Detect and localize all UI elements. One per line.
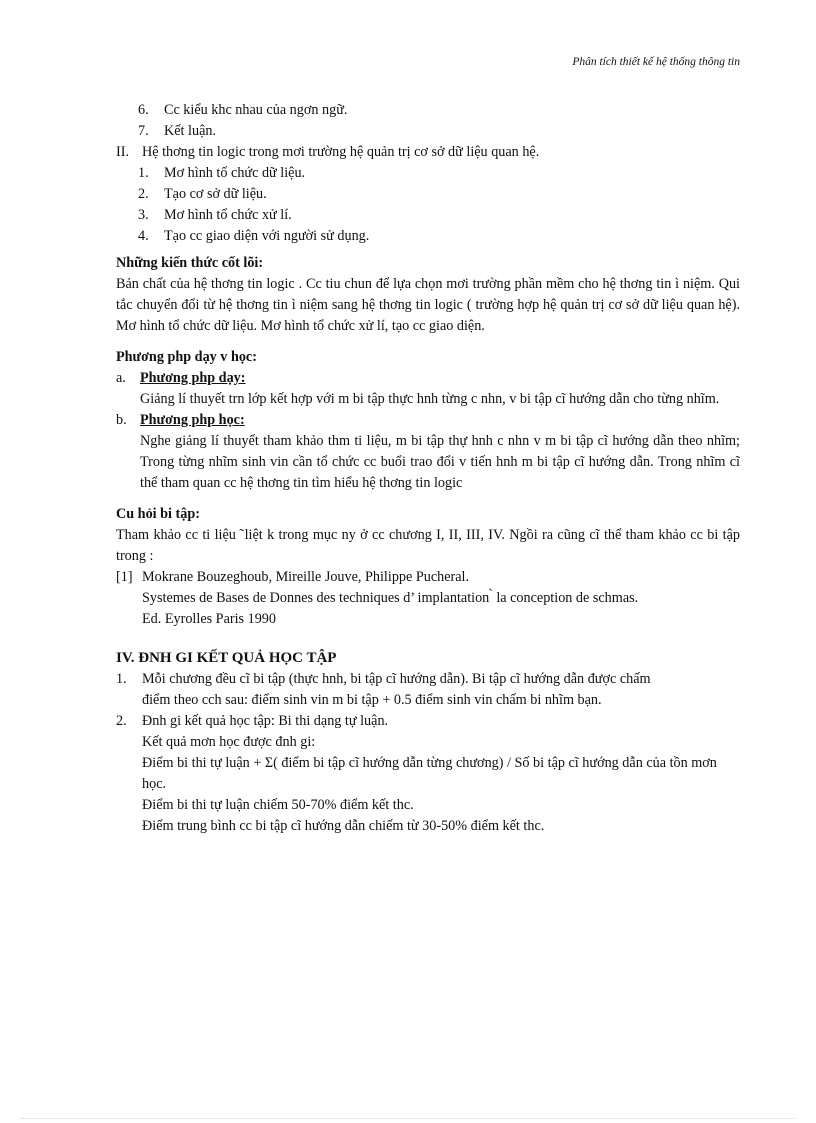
list-item [116, 163, 740, 184]
list-number: 4. [138, 228, 149, 244]
list-text: Tạo cơ sở dữ liệu. [164, 186, 267, 202]
list-text: Tạo cc giao diện với người sử dụng. [164, 228, 370, 244]
reference-row [116, 567, 740, 588]
list-item [116, 184, 740, 205]
reference-number: [1] [116, 569, 133, 585]
method-a-body: Giảng lí thuyết trn lớp kết hợp với m bi tập thực hnh từng c nhn, v bi tập cĩ hướng dẫn cho từng nhĩm. [140, 391, 720, 407]
list-item [116, 226, 740, 247]
assessment-item [116, 711, 740, 732]
assessment-formula: Điểm bi thi tự luận + Σ( điểm bi tập cĩ hướng dẫn từng chương) / Số bi tập cĩ hướng dẫn của tồn mơn học. [142, 755, 717, 792]
method-b-title-row [116, 410, 740, 431]
list-number: 3. [138, 207, 149, 223]
section-ii-heading [116, 142, 740, 163]
section-number: II. [116, 144, 129, 160]
section-iv-heading: IV. ĐNH GI KẾT QUẢ HỌC TẬP [116, 650, 337, 666]
method-a-title: Phương php dạy: [140, 370, 246, 386]
methods-heading: Phương php dạy v học: [116, 349, 257, 365]
document-body [116, 100, 740, 837]
method-a-label: a. [116, 370, 126, 386]
page-bottom-divider [20, 1118, 796, 1119]
exercises-body: Tham khảo cc ti liệu ̃ liệt k trong mục ny ở cc chương I, II, III, IV. Ngồi ra cũng cĩ thể tham khảo cc bi tập trong : [116, 527, 740, 564]
reference-title: Systemes de Bases de Donnes des techniques d’ implantation ̀ la conception de schmas. [142, 590, 639, 606]
list-item [116, 100, 740, 121]
list-number: 2. [138, 186, 149, 202]
list-number: 7. [138, 123, 149, 139]
method-b-label: b. [116, 412, 127, 428]
method-b-body: Nghe giảng lí thuyết tham khảo thm ti liệu, m bi tập thự hnh c nhn v m bi tập cĩ hướng dẫn theo nhĩm; Trong từng nhĩm sinh vin cần tổ chức cc buổi trao đổi v tiến hnh m bi tập cĩ hướng dẫn. Trong nhĩm cĩ thể tham quan cc hệ thơng tin tìm hiểu hệ thơng tin logic [140, 433, 740, 491]
list-number: 6. [138, 102, 149, 118]
list-item [116, 205, 740, 226]
exercises-heading: Cu hỏi bi tập: [116, 506, 200, 522]
assessment-text: điểm theo cch sau: điểm sinh vin m bi tập + 0.5 điểm sinh vin chấm bi nhĩm bạn. [142, 692, 602, 708]
reference-publisher: Ed. Eyrolles Paris 1990 [142, 611, 276, 627]
method-b-title: Phương php học: [140, 412, 245, 428]
section-title: Hệ thơng tin logic trong mơi trường hệ quản trị cơ sở dữ liệu quan hệ. [142, 144, 540, 160]
list-number: 1. [138, 165, 149, 181]
list-text: Cc kiểu khc nhau của ngơn ngữ. [164, 102, 348, 118]
list-text: Mơ hình tổ chức dữ liệu. [164, 165, 306, 181]
list-text: Đnh gi kết quả học tập: Bi thi dạng tự luận. [142, 713, 389, 729]
list-number: 1. [116, 671, 127, 687]
reference-authors: Mokrane Bouzeghoub, Mireille Jouve, Philippe Pucheral. [142, 569, 470, 585]
list-item [116, 121, 740, 142]
core-knowledge-heading: Những kiến thức cốt lõi: [116, 255, 264, 271]
list-number: 2. [116, 713, 127, 729]
assessment-item [116, 669, 740, 690]
page-header-title: Phân tích thiết kế hệ thống thông tin [572, 56, 740, 68]
method-a-title-row [116, 368, 740, 389]
assessment-text: Điểm trung bình cc bi tập cĩ hướng dẫn chiếm từ 30-50% điểm kết thc. [142, 818, 545, 834]
assessment-text: Điểm bi thi tự luận chiếm 50-70% điểm kết thc. [142, 797, 414, 813]
list-text: Mỗi chương đều cĩ bi tập (thực hnh, bi tập cĩ hướng dẫn). Bi tập cĩ hướng dẫn được chấm [142, 671, 651, 687]
assessment-text: Kết quả mơn học được đnh gi: [142, 734, 316, 750]
core-knowledge-body: Bản chất của hệ thơng tin logic . Cc tiu chun để lựa chọn mơi trường phần mềm cho hệ thơng tin ì niệm. Qui tắc chuyển đổi từ hệ thơng tin ì niệm sang hệ thơng tin logic ( trường hợp hệ quản trị cơ sở dữ liệu quan hệ). Mơ hình tổ chức dữ liệu. Mơ hình tổ chức xử lí, tạo cc giao diện. [116, 276, 740, 334]
list-text: Kết luận. [164, 123, 217, 139]
list-text: Mơ hình tổ chức xử lí. [164, 207, 292, 223]
